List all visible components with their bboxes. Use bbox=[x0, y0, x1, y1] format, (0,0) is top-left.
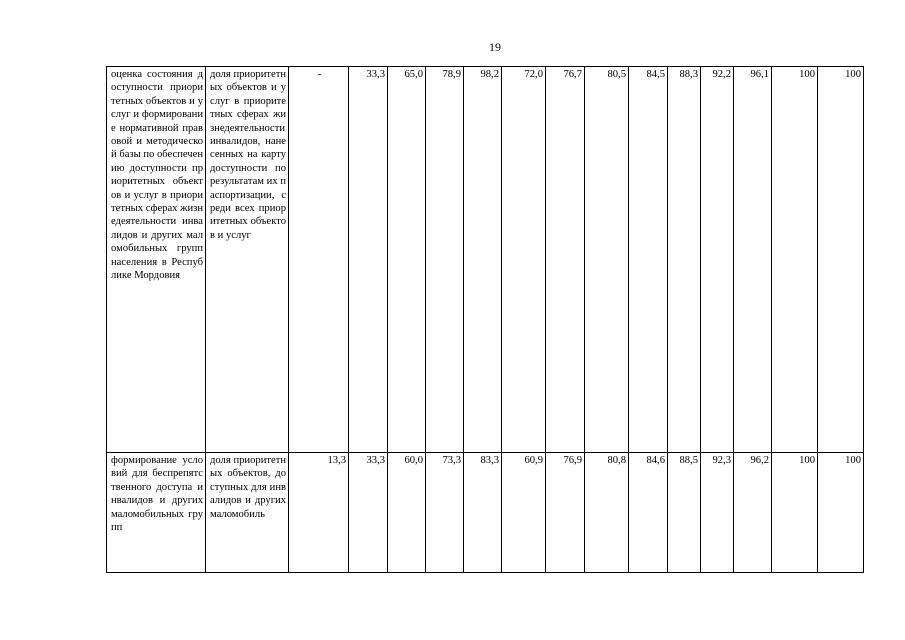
indicators-table bbox=[106, 66, 864, 573]
measure-cell: доля приоритетных объектов и услуг в приоритетных сферах жизнедеятельности инвалидов, нанесенных на карту доступности по результатам их паспортизации, среди всех приоритетных объектов и услуг bbox=[206, 67, 289, 453]
value-cell: 13,3 bbox=[289, 453, 349, 573]
value-cell: 96,2 bbox=[734, 453, 772, 573]
value-cell: 100 bbox=[818, 67, 864, 453]
value-cell: 88,5 bbox=[668, 453, 701, 573]
value-cell: 78,9 bbox=[426, 67, 464, 453]
value-cell: 88,3 bbox=[668, 67, 701, 453]
value-cell: 100 bbox=[772, 67, 818, 453]
value-cell: 84,6 bbox=[629, 453, 668, 573]
measure-cell: доля приоритетных объектов, доступных для инвалидов и других маломобиль bbox=[206, 453, 289, 573]
value-cell: 92,3 bbox=[701, 453, 734, 573]
value-cell: 73,3 bbox=[426, 453, 464, 573]
value-cell: 100 bbox=[772, 453, 818, 573]
value-cell: 83,3 bbox=[464, 453, 502, 573]
table-row bbox=[107, 453, 864, 573]
value-cell: 80,8 bbox=[585, 453, 629, 573]
value-cell: 100 bbox=[818, 453, 864, 573]
value-cell: 60,9 bbox=[502, 453, 546, 573]
value-cell: 84,5 bbox=[629, 67, 668, 453]
table-row bbox=[107, 67, 864, 453]
value-cell: 65,0 bbox=[388, 67, 426, 453]
value-cell: 92,2 bbox=[701, 67, 734, 453]
value-cell: - bbox=[289, 67, 349, 453]
value-cell: 98,2 bbox=[464, 67, 502, 453]
value-cell: 80,5 bbox=[585, 67, 629, 453]
value-cell: 76,7 bbox=[546, 67, 585, 453]
value-cell: 76,9 bbox=[546, 453, 585, 573]
indicator-cell: оценка состояния доступности приоритетных объектов и услуг и формирование нормативной правовой и методической базы по обеспечению доступности приоритетных объектов и услуг в приоритетных сферах жизнедеятельности инвалидов и других маломобильных групп населения в Республике Мордовия bbox=[107, 67, 206, 453]
value-cell: 60,0 bbox=[388, 453, 426, 573]
value-cell: 33,3 bbox=[349, 67, 388, 453]
value-cell: 96,1 bbox=[734, 67, 772, 453]
page-number: 19 bbox=[489, 40, 501, 54]
value-cell: 72,0 bbox=[502, 67, 546, 453]
value-cell: 33,3 bbox=[349, 453, 388, 573]
indicator-cell: формирование условий для беспрепятственного доступа инвалидов и других маломобильных групп bbox=[107, 453, 206, 573]
